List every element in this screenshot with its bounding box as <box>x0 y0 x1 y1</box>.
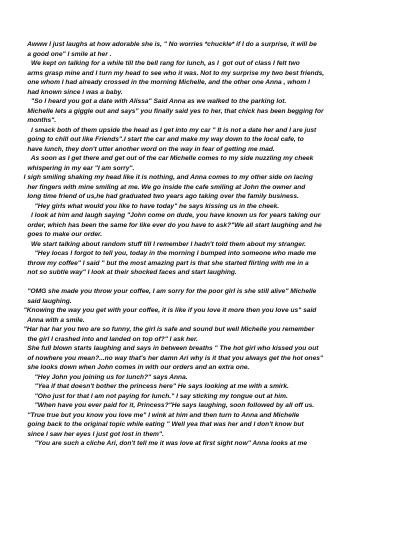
text-line: "Hey girls what would you like to have today" he says kissing us in the cheek. <box>20 202 280 210</box>
text-line: months". <box>20 117 57 124</box>
text-line: "OMG she made you throw your coffee, I am sorry for the poor girl is she still alive" Michelle <box>20 288 317 295</box>
text-line: "You are such a cliche Ari, don't tell me it was love at first sight now" Anna looks at me <box>20 440 308 447</box>
text-line: of nowhere you mean?...no way that's her damn Ari why is it that you always get the hot ones" <box>20 354 324 362</box>
text-line: We kept on talking for a while till the bell rang for lunch, as I got out of class I felt two <box>20 60 300 67</box>
text-line: not so subtle way" I look at their shocked faces and start laughing. <box>20 269 237 276</box>
text-line: "Oho just for that I am not paying for lunch." I say sticking my tongue out at him. <box>20 392 288 400</box>
text-line <box>20 278 408 288</box>
text-line: "Hey John you joining us for lunch?" says Anna. <box>20 373 188 381</box>
text-line: "Hey locas I forgot to tell you, today in the morning I bumped into someone who made me <box>20 250 317 257</box>
text-line: throw my coffee" I said " but the most amazing part is that she started flirting with me in a <box>20 259 309 267</box>
text-line: Michelle lets a giggle out and says" you finally said yes to her, that chick has been begging for <box>20 107 324 115</box>
story-text <box>20 40 408 449</box>
text-line: order, which has been the same for like ever do you have to ask?"We all start laughing and he <box>20 221 322 229</box>
text-line: a good one" I smile at her . <box>20 50 112 58</box>
text-line: the girl I crashed into and landed on top of?" I ask her. <box>20 335 198 343</box>
text-line: goes to make our order. <box>20 231 103 238</box>
text-line: She full blown starts laughing and says in between breaths " The hot girl who kissed you out <box>20 345 319 352</box>
text-line: since I saw her eyes I just got lost in them". <box>20 430 164 438</box>
text-line: going to chill out like Friends".I start the car and make my way down to the local cafe, to <box>20 136 304 143</box>
text-line: Anna with a smile. <box>20 316 85 324</box>
text-line: I sigh smiling shaking my head like it is nothing, and Anna comes to my other side on lacing <box>20 174 313 181</box>
text-line: arms grasp mine and I turn my head to see who it was. Not to my surprise my two best friends, <box>20 69 325 77</box>
text-line: "Yea if that doesn't bother the princess here" He says looking at me with a smirk. <box>20 383 289 390</box>
text-line: had known since I was a baby. <box>20 88 123 96</box>
text-line: I look at him and laugh saying "John come on dude, you have known us for years taking our <box>20 212 321 219</box>
text-line: her fingers with mine smiling at me. We go inside the cafe smiling at John the owner and <box>20 183 306 191</box>
text-line: As soon as I get there and get out of the car Michelle comes to my side nuzzling my cheek <box>20 155 314 162</box>
text-line: We start talking about random stuff till I remember I hadn't told them about my stranger. <box>20 240 306 248</box>
text-line: going back to the original topic while eating " Well yea that was her and I don't know but <box>20 421 304 428</box>
text-line: long time friend of us,he had graduated two years ago taking over the family business. <box>20 193 299 200</box>
text-line: "Har har har you two are so funny, the girl is safe and sound but well Michelle you remember <box>20 326 315 333</box>
text-line: one whom I had already crossed in the morning Michelle, and the other one Anna , whom I <box>20 79 310 86</box>
text-line: "So I heard you got a date with Alissa" Said Anna as we walked to the parking lot. <box>20 98 287 105</box>
text-line: "When have you ever paid for it, Princess?"He says laughing, soon followed by all off us. <box>20 402 315 409</box>
text-line: Awww I just laughs at how adorable she is, " No worries *chuckle* if I do a surprise, it will be <box>20 41 317 48</box>
text-line: she looks down when John comes in with our orders and an extra one. <box>20 364 250 371</box>
text-line: "Knowing the way you get with your coffee, it is like if you love it more then you love us" said <box>20 307 317 314</box>
text-line: said laughing. <box>20 297 72 305</box>
text-line: whispering in my ear "I am sorry". <box>20 164 135 172</box>
text-line: "True true but you know you love me" I wink at him and then turn to Anna and Michelle <box>20 411 300 419</box>
text-line: have lunch, they don't utter another word on the way in fear of getting me mad. <box>20 145 275 153</box>
text-line: I smack both of them upside the head as I get into my car " It is not a date her and I are just <box>20 126 317 134</box>
